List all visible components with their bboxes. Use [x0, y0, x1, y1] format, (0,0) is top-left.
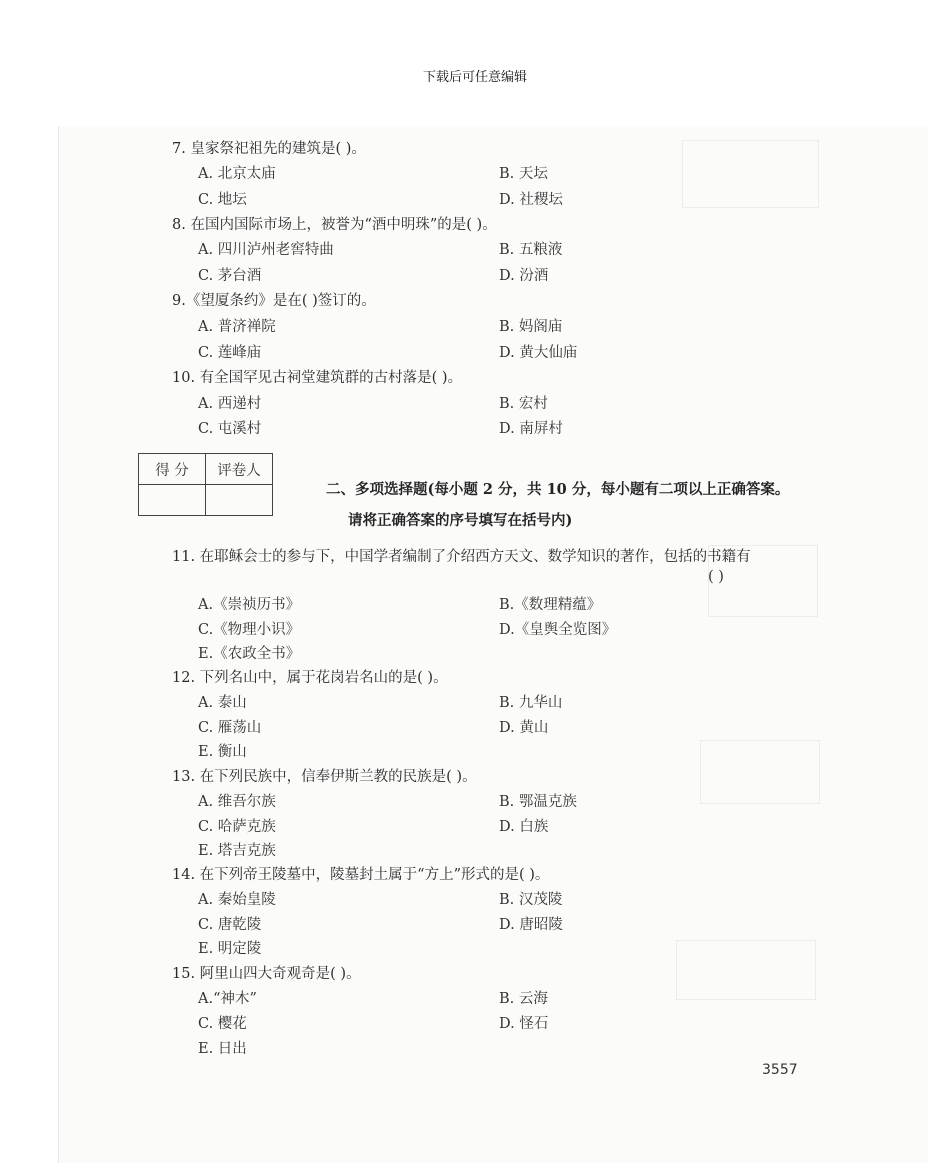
- q11-option-b: B.《数理精蕴》: [499, 597, 602, 613]
- q7-option-a: A. 北京太庙: [198, 166, 276, 182]
- q15-option-b: B. 云海: [499, 991, 548, 1007]
- q12-option-c: C. 雁荡山: [198, 720, 262, 736]
- q14-option-a: A. 秦始皇陵: [198, 892, 276, 908]
- q14-option-c: C. 唐乾陵: [198, 917, 262, 933]
- q13-option-c: C. 哈萨克族: [198, 819, 276, 835]
- score-box: [138, 453, 273, 516]
- section-2-subtitle: 请将正确答案的序号填写在括号内): [348, 512, 573, 529]
- score-label: 得 分: [139, 454, 206, 485]
- question-7-stem: 7. 皇家祭祀祖先的建筑是( )。: [172, 141, 366, 157]
- q15-option-d: D. 怪石: [499, 1016, 549, 1032]
- q14-option-e: E. 明定陵: [198, 941, 262, 957]
- page-header: 下载后可任意编辑: [422, 70, 527, 85]
- scanned-page: [58, 126, 928, 1163]
- score-cell: [139, 485, 206, 516]
- q10-option-b: B. 宏村: [499, 396, 548, 412]
- q8-option-d: D. 汾酒: [499, 268, 549, 284]
- q10-option-c: C. 屯溪村: [198, 421, 262, 437]
- q9-option-b: B. 妈阁庙: [499, 319, 563, 335]
- scan-edge: [58, 126, 59, 1163]
- question-15-stem: 15. 阿里山四大奇观奇是( )。: [172, 966, 361, 982]
- q12-option-a: A. 泰山: [198, 695, 247, 711]
- q11-option-d: D.《皇舆全览图》: [499, 622, 617, 638]
- q13-option-e: E. 塔吉克族: [198, 843, 276, 859]
- q11-answer-paren: ( ): [708, 569, 724, 585]
- q15-option-a: A.“神木”: [198, 991, 257, 1007]
- question-11-stem: 11. 在耶稣会士的参与下，中国学者编制了介绍西方天文、数学知识的著作，包括的书籍有: [172, 549, 751, 565]
- q13-option-b: B. 鄂温克族: [499, 794, 577, 810]
- q8-option-b: B. 五粮液: [499, 242, 563, 258]
- q9-option-c: C. 莲峰庙: [198, 345, 262, 361]
- q11-option-e: E.《农政全书》: [198, 646, 301, 662]
- q9-option-a: A. 普济禅院: [198, 319, 276, 335]
- q8-option-c: C. 茅台酒: [198, 268, 262, 284]
- q10-option-a: A. 西递村: [198, 396, 262, 412]
- q10-option-d: D. 南屏村: [499, 421, 563, 437]
- question-8-stem: 8. 在国内国际市场上，被誉为“酒中明珠”的是( )。: [172, 217, 497, 233]
- q14-option-b: B. 汉茂陵: [499, 892, 563, 908]
- question-10-stem: 10. 有全国罕见古祠堂建筑群的古村落是( )。: [172, 370, 463, 386]
- q14-option-d: D. 唐昭陵: [499, 917, 563, 933]
- q7-option-d: D. 社稷坛: [499, 192, 563, 208]
- q15-option-c: C. 樱花: [198, 1016, 247, 1032]
- q11-option-a: A.《崇祯历书》: [198, 597, 301, 613]
- question-14-stem: 14. 在下列帝王陵墓中，陵墓封土属于“方上”形式的是( )。: [172, 867, 550, 883]
- section-2-title: 二、多项选择题(每小题 2 分，共 10 分，每小题有二项以上正确答案。: [326, 481, 790, 498]
- q15-option-e: E. 日出: [198, 1041, 247, 1057]
- q12-option-d: D. 黄山: [499, 720, 549, 736]
- grader-cell: [206, 485, 273, 516]
- question-9-stem: 9.《望厦条约》是在( )签订的。: [172, 293, 376, 309]
- q11-option-c: C.《物理小识》: [198, 622, 301, 638]
- question-12-stem: 12. 下列名山中，属于花岗岩名山的是( )。: [172, 670, 448, 686]
- bleed-through-box: [682, 140, 819, 208]
- q12-option-b: B. 九华山: [499, 695, 563, 711]
- grader-label: 评卷人: [206, 454, 273, 485]
- bleed-through-box: [676, 940, 816, 1000]
- q9-option-d: D. 黄大仙庙: [499, 345, 578, 361]
- page-number: 3557: [762, 1062, 798, 1078]
- q7-option-b: B. 天坛: [499, 166, 548, 182]
- q13-option-d: D. 白族: [499, 819, 549, 835]
- q12-option-e: E. 衡山: [198, 744, 247, 760]
- question-13-stem: 13. 在下列民族中，信奉伊斯兰教的民族是( )。: [172, 769, 477, 785]
- q7-option-c: C. 地坛: [198, 192, 247, 208]
- q8-option-a: A. 四川泸州老窖特曲: [198, 242, 334, 258]
- bleed-through-box: [700, 740, 820, 804]
- q13-option-a: A. 维吾尔族: [198, 794, 276, 810]
